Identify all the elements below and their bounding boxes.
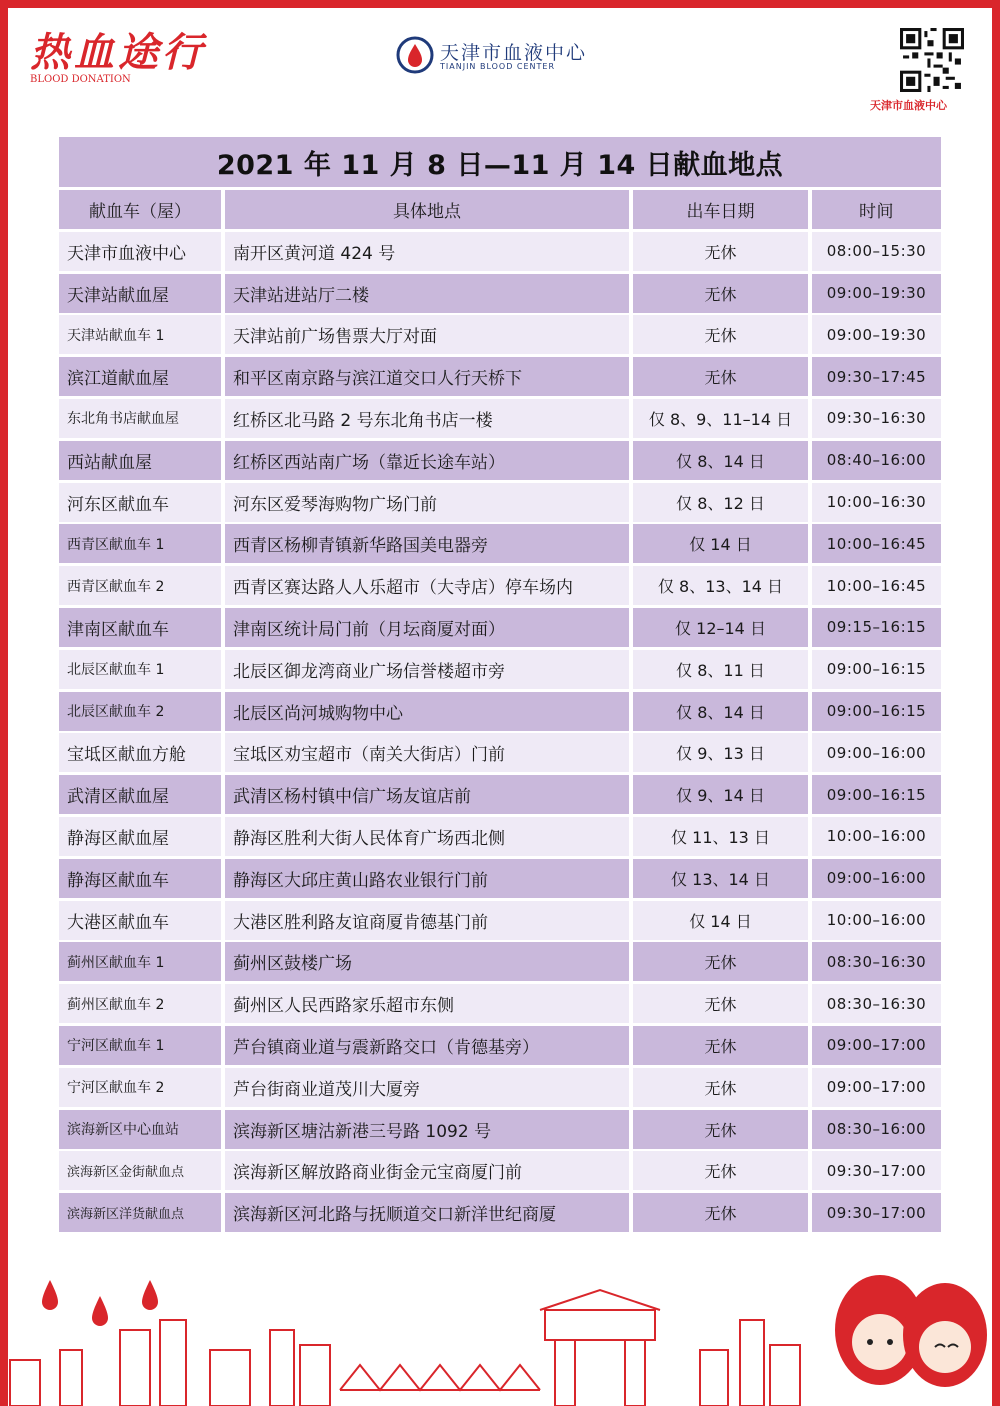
- table-row: [59, 608, 941, 650]
- table-row: [59, 232, 941, 274]
- cell-location: 静海区胜利大街人民体育广场西北侧: [225, 817, 629, 856]
- table-row: [59, 1026, 941, 1068]
- cell-vehicle: 北辰区献血车 2: [59, 692, 221, 731]
- table-row: [59, 1110, 941, 1152]
- cell-date: 无休: [633, 1068, 808, 1107]
- cell-date: 仅 14 日: [633, 524, 808, 563]
- cell-location: 芦台街商业道茂川大厦旁: [225, 1068, 629, 1107]
- footer-decoration: [0, 1250, 1000, 1406]
- cell-vehicle: 河东区献血车: [59, 483, 221, 522]
- cell-location: 蓟州区鼓楼广场: [225, 942, 629, 981]
- table-row: [59, 1068, 941, 1110]
- column-header-vehicle: 献血车（屋）: [59, 190, 221, 229]
- blood-drop-logo-icon: [396, 36, 434, 74]
- blood-center-logo: [396, 36, 596, 76]
- cell-date: 无休: [633, 1151, 808, 1190]
- cell-time: 09:30–16:30: [812, 399, 941, 438]
- table-row: [59, 817, 941, 859]
- cell-location: 滨海新区河北路与抚顺道交口新洋世纪商厦: [225, 1193, 629, 1232]
- cell-vehicle: 滨江道献血屋: [59, 357, 221, 396]
- cell-vehicle: 天津站献血车 1: [59, 315, 221, 354]
- cell-time: 08:30–16:30: [812, 942, 941, 981]
- cell-time: 08:30–16:00: [812, 1110, 941, 1149]
- table-row: [59, 315, 941, 357]
- table-row: [59, 483, 941, 525]
- cell-date: 仅 8、9、11–14 日: [633, 399, 808, 438]
- cell-location: 红桥区西站南广场（靠近长途车站）: [225, 441, 629, 480]
- cell-date: 无休: [633, 1110, 808, 1149]
- cell-location: 蓟州区人民西路家乐超市东侧: [225, 984, 629, 1023]
- table-row: [59, 274, 941, 316]
- cell-location: 西青区赛达路人人乐超市（大寺店）停车场内: [225, 566, 629, 605]
- cell-vehicle: 西青区献血车 1: [59, 524, 221, 563]
- cell-date: 仅 8、14 日: [633, 692, 808, 731]
- cell-time: 10:00–16:30: [812, 483, 941, 522]
- table-row: [59, 441, 941, 483]
- cell-time: 09:00–16:15: [812, 650, 941, 689]
- cell-location: 西青区杨柳青镇新华路国美电器旁: [225, 524, 629, 563]
- cell-date: 仅 8、13、14 日: [633, 566, 808, 605]
- qr-code-icon: [900, 28, 964, 92]
- cell-time: 10:00–16:45: [812, 566, 941, 605]
- schedule-table: [59, 190, 941, 1235]
- brand-subtitle: BLOOD DONATION: [30, 74, 131, 85]
- cell-date: 无休: [633, 1026, 808, 1065]
- qr-caption: 天津市血液中心: [870, 99, 947, 112]
- cell-vehicle: 滨海新区洋货献血点: [59, 1193, 221, 1232]
- cell-date: 仅 14 日: [633, 901, 808, 940]
- cell-date: 无休: [633, 232, 808, 271]
- cell-vehicle: 西青区献血车 2: [59, 566, 221, 605]
- cell-vehicle: 天津站献血屋: [59, 274, 221, 313]
- cell-location: 宝坻区劝宝超市（南关大街店）门前: [225, 733, 629, 772]
- cell-location: 芦台镇商业道与震新路交口（肯德基旁）: [225, 1026, 629, 1065]
- table-header-row: [59, 190, 941, 232]
- cell-location: 大港区胜利路友谊商厦肯德基门前: [225, 901, 629, 940]
- cell-vehicle: 宝坻区献血方舱: [59, 733, 221, 772]
- cell-vehicle: 天津市血液中心: [59, 232, 221, 271]
- cell-vehicle: 静海区献血车: [59, 859, 221, 898]
- cell-vehicle: 蓟州区献血车 1: [59, 942, 221, 981]
- city-skyline-icon: [10, 1290, 800, 1406]
- table-row: [59, 775, 941, 817]
- cell-location: 津南区统计局门前（月坛商厦对面）: [225, 608, 629, 647]
- cell-time: 09:00–16:15: [812, 775, 941, 814]
- cell-location: 滨海新区解放路商业街金元宝商厦门前: [225, 1151, 629, 1190]
- cell-date: 仅 11、13 日: [633, 817, 808, 856]
- cell-location: 静海区大邱庄黄山路农业银行门前: [225, 859, 629, 898]
- cell-time: 09:00–16:00: [812, 859, 941, 898]
- cell-time: 09:30–17:45: [812, 357, 941, 396]
- cell-date: 仅 9、14 日: [633, 775, 808, 814]
- mascot-icon: [835, 1275, 987, 1387]
- cell-date: 仅 9、13 日: [633, 733, 808, 772]
- table-row: [59, 692, 941, 734]
- cell-location: 天津站进站厅二楼: [225, 274, 629, 313]
- cell-date: 无休: [633, 1193, 808, 1232]
- cell-vehicle: 宁河区献血车 2: [59, 1068, 221, 1107]
- cell-date: 无休: [633, 274, 808, 313]
- cell-vehicle: 静海区献血屋: [59, 817, 221, 856]
- table-row: [59, 399, 941, 441]
- cell-vehicle: 大港区献血车: [59, 901, 221, 940]
- table-row: [59, 984, 941, 1026]
- cell-time: 09:00–16:15: [812, 692, 941, 731]
- table-row: [59, 357, 941, 399]
- table-row: [59, 650, 941, 692]
- cell-vehicle: 滨海新区中心血站: [59, 1110, 221, 1149]
- cell-date: 仅 13、14 日: [633, 859, 808, 898]
- cell-date: 仅 8、14 日: [633, 441, 808, 480]
- cell-time: 10:00–16:45: [812, 524, 941, 563]
- cell-date: 无休: [633, 984, 808, 1023]
- table-row: [59, 524, 941, 566]
- column-header-time: 时间: [812, 190, 941, 229]
- cell-time: 08:40–16:00: [812, 441, 941, 480]
- table-row: [59, 942, 941, 984]
- center-name-cn: 天津市血液中心: [440, 42, 588, 64]
- cell-time: 08:00–15:30: [812, 232, 941, 271]
- cell-vehicle: 蓟州区献血车 2: [59, 984, 221, 1023]
- brand-logo: [30, 30, 250, 100]
- cell-date: 无休: [633, 315, 808, 354]
- cell-location: 北辰区尚河城购物中心: [225, 692, 629, 731]
- cell-vehicle: 西站献血屋: [59, 441, 221, 480]
- table-row: [59, 1193, 941, 1235]
- cell-time: 09:00–17:00: [812, 1068, 941, 1107]
- cell-time: 09:00–19:30: [812, 315, 941, 354]
- cell-time: 10:00–16:00: [812, 817, 941, 856]
- cell-time: 08:30–16:30: [812, 984, 941, 1023]
- table-row: [59, 566, 941, 608]
- cell-time: 09:00–19:30: [812, 274, 941, 313]
- cell-location: 滨海新区塘沽新港三号路 1092 号: [225, 1110, 629, 1149]
- cell-date: 无休: [633, 942, 808, 981]
- column-header-date: 出车日期: [633, 190, 808, 229]
- cell-time: 09:30–17:00: [812, 1193, 941, 1232]
- cell-vehicle: 北辰区献血车 1: [59, 650, 221, 689]
- cell-location: 天津站前广场售票大厅对面: [225, 315, 629, 354]
- cell-location: 河东区爱琴海购物广场门前: [225, 483, 629, 522]
- cell-date: 仅 8、12 日: [633, 483, 808, 522]
- column-header-location: 具体地点: [225, 190, 629, 229]
- brand-script: 热血途行: [30, 29, 206, 76]
- cell-time: 09:15–16:15: [812, 608, 941, 647]
- cell-time: 09:00–16:00: [812, 733, 941, 772]
- table-row: [59, 1151, 941, 1193]
- cell-time: 10:00–16:00: [812, 901, 941, 940]
- table-row: [59, 901, 941, 943]
- cell-vehicle: 滨海新区金街献血点: [59, 1151, 221, 1190]
- cell-location: 北辰区御龙湾商业广场信誉楼超市旁: [225, 650, 629, 689]
- cell-location: 和平区南京路与滨江道交口人行天桥下: [225, 357, 629, 396]
- cell-vehicle: 武清区献血屋: [59, 775, 221, 814]
- cell-vehicle: 津南区献血车: [59, 608, 221, 647]
- cell-location: 红桥区北马路 2 号东北角书店一楼: [225, 399, 629, 438]
- cell-time: 09:30–17:00: [812, 1151, 941, 1190]
- cell-vehicle: 宁河区献血车 1: [59, 1026, 221, 1065]
- cell-time: 09:00–17:00: [812, 1026, 941, 1065]
- cell-vehicle: 东北角书店献血屋: [59, 399, 221, 438]
- cell-date: 仅 12–14 日: [633, 608, 808, 647]
- cell-date: 无休: [633, 357, 808, 396]
- table-row: [59, 733, 941, 775]
- blood-drop-icon: [42, 1280, 158, 1326]
- table-row: [59, 859, 941, 901]
- center-name-en: TIANJIN BLOOD CENTER: [440, 62, 556, 71]
- cell-date: 仅 8、11 日: [633, 650, 808, 689]
- cell-location: 武清区杨村镇中信广场友谊店前: [225, 775, 629, 814]
- table-title: 2021 年 11 月 8 日—11 月 14 日献血地点: [59, 137, 941, 187]
- cell-location: 南开区黄河道 424 号: [225, 232, 629, 271]
